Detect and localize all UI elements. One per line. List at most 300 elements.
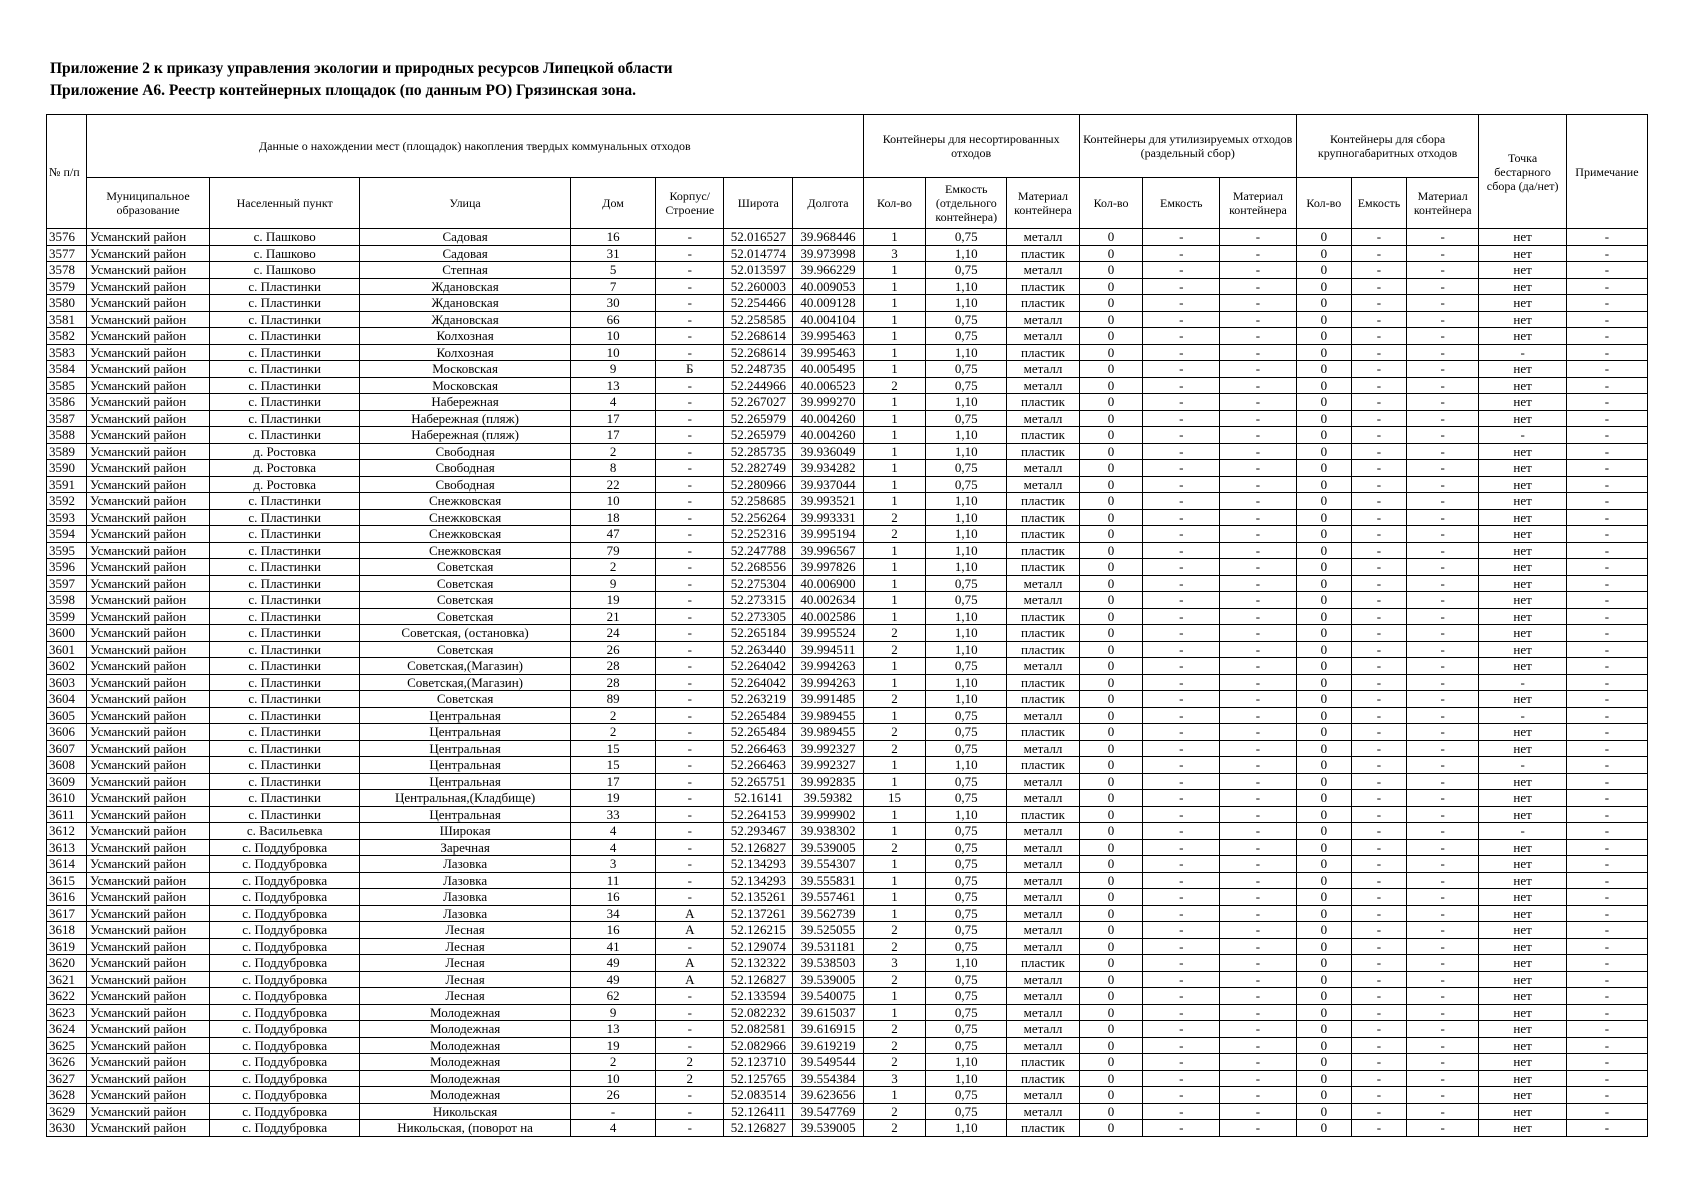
longitude-cell: 39.616915 [793,1021,863,1038]
settlement-cell: с. Поддубровка [210,1103,360,1120]
municipality-cell: Усманский район [86,559,209,576]
unsorted-count-cell: 1 [863,806,926,823]
street-cell: Молодежная [360,1070,571,1087]
settlement-cell: с. Васильевка [210,823,360,840]
unsorted-count-cell: 2 [863,740,926,757]
unsorted-count-cell: 2 [863,839,926,856]
settlement-cell: с. Пластинки [210,658,360,675]
unsorted-count-cell: 2 [863,377,926,394]
bulky-count-cell: 0 [1296,773,1351,790]
unsorted-count-cell: 1 [863,608,926,625]
bagless-point-cell: нет [1479,575,1567,592]
longitude-cell: 39.562739 [793,905,863,922]
building-cell: - [656,427,724,444]
unsorted-material-cell: металл [1007,790,1079,807]
municipality-cell: Усманский район [86,229,209,246]
street-cell: Советская,(Магазин) [360,674,571,691]
unsorted-count-cell: 2 [863,1021,926,1038]
row-number-cell: 3593 [47,509,87,526]
bagless-point-cell: нет [1479,625,1567,642]
recyclable-capacity-cell: - [1143,724,1220,741]
recyclable-count-cell: 0 [1079,790,1143,807]
bagless-point-cell: нет [1479,476,1567,493]
longitude-cell: 40.004260 [793,427,863,444]
house-cell: 15 [570,757,655,774]
row-number-cell: 3622 [47,988,87,1005]
latitude-cell: 52.244966 [724,377,793,394]
bulky-material-cell: - [1406,971,1478,988]
house-cell: 17 [570,773,655,790]
house-cell: 3 [570,856,655,873]
recyclable-material-cell: - [1220,262,1297,279]
recyclable-capacity-cell: - [1143,377,1220,394]
recyclable-capacity-cell: - [1143,740,1220,757]
bulky-capacity-cell: - [1351,625,1406,642]
recyclable-capacity-cell: - [1143,295,1220,312]
unsorted-material-cell: металл [1007,823,1079,840]
unsorted-material-cell: металл [1007,1004,1079,1021]
recyclable-capacity-cell: - [1143,625,1220,642]
table-row [47,460,1648,477]
table-row [47,476,1648,493]
bulky-count-cell: 0 [1296,542,1351,559]
recyclable-material-cell: - [1220,856,1297,873]
unsorted-count-cell: 1 [863,278,926,295]
house-cell: 49 [570,971,655,988]
latitude-cell: 52.134293 [724,856,793,873]
longitude-cell: 39.992835 [793,773,863,790]
recyclable-capacity-cell: - [1143,559,1220,576]
house-cell: 33 [570,806,655,823]
settlement-cell: с. Пластинки [210,493,360,510]
latitude-cell: 52.260003 [724,278,793,295]
bulky-material-cell: - [1406,526,1478,543]
unsorted-capacity-cell: 0,75 [926,575,1007,592]
latitude-cell: 52.273305 [724,608,793,625]
bagless-point-cell: нет [1479,839,1567,856]
building-cell: - [656,592,724,609]
col-bagless: Точка бестарного сбора (да/нет) [1479,115,1567,229]
recyclable-material-cell: - [1220,674,1297,691]
latitude-cell: 52.126827 [724,839,793,856]
latitude-cell: 52.125765 [724,1070,793,1087]
municipality-cell: Усманский район [86,476,209,493]
note-cell: - [1566,971,1647,988]
bagless-point-cell: нет [1479,1037,1567,1054]
recyclable-material-cell: - [1220,476,1297,493]
street-cell: Советская [360,592,571,609]
municipality-cell: Усманский район [86,460,209,477]
col-bulky-count: Кол-во [1296,178,1351,229]
unsorted-capacity-cell: 1,10 [926,509,1007,526]
bulky-material-cell: - [1406,295,1478,312]
row-number-cell: 3627 [47,1070,87,1087]
unsorted-material-cell: пластик [1007,295,1079,312]
bagless-point-cell: нет [1479,658,1567,675]
latitude-cell: 52.264042 [724,674,793,691]
bulky-capacity-cell: - [1351,344,1406,361]
recyclable-material-cell: - [1220,493,1297,510]
recyclable-material-cell: - [1220,377,1297,394]
recyclable-count-cell: 0 [1079,740,1143,757]
row-number-cell: 3597 [47,575,87,592]
unsorted-count-cell: 2 [863,509,926,526]
bagless-point-cell: - [1479,707,1567,724]
table-row [47,839,1648,856]
col-street: Улица [360,178,571,229]
bulky-count-cell: 0 [1296,839,1351,856]
bulky-capacity-cell: - [1351,674,1406,691]
bulky-capacity-cell: - [1351,575,1406,592]
unsorted-count-cell: 2 [863,1054,926,1071]
street-cell: Центральная [360,757,571,774]
recyclable-material-cell: - [1220,806,1297,823]
building-cell: - [656,938,724,955]
recyclable-capacity-cell: - [1143,674,1220,691]
latitude-cell: 52.265979 [724,427,793,444]
unsorted-material-cell: металл [1007,1037,1079,1054]
building-cell: - [656,724,724,741]
recyclable-count-cell: 0 [1079,311,1143,328]
bulky-count-cell: 0 [1296,328,1351,345]
building-cell: - [656,493,724,510]
bulky-capacity-cell: - [1351,1120,1406,1137]
unsorted-count-cell: 1 [863,757,926,774]
note-cell: - [1566,328,1647,345]
bagless-point-cell: - [1479,674,1567,691]
municipality-cell: Усманский район [86,262,209,279]
unsorted-count-cell: 1 [863,493,926,510]
bulky-material-cell: - [1406,1120,1478,1137]
longitude-cell: 39.999270 [793,394,863,411]
col-number: № п/п [47,115,87,229]
settlement-cell: с. Пластинки [210,773,360,790]
longitude-cell: 40.009128 [793,295,863,312]
street-cell: Советская [360,575,571,592]
recyclable-capacity-cell: - [1143,839,1220,856]
bagless-point-cell: нет [1479,443,1567,460]
building-cell: - [656,542,724,559]
bagless-point-cell: - [1479,427,1567,444]
bulky-count-cell: 0 [1296,658,1351,675]
bagless-point-cell: нет [1479,856,1567,873]
recyclable-capacity-cell: - [1143,905,1220,922]
unsorted-material-cell: пластик [1007,806,1079,823]
row-number-cell: 3628 [47,1087,87,1104]
municipality-cell: Усманский район [86,740,209,757]
bulky-material-cell: - [1406,1087,1478,1104]
table-row [47,526,1648,543]
longitude-cell: 39.999902 [793,806,863,823]
recyclable-capacity-cell: - [1143,872,1220,889]
longitude-cell: 39.994511 [793,641,863,658]
bulky-material-cell: - [1406,955,1478,972]
latitude-cell: 52.134293 [724,872,793,889]
unsorted-material-cell: металл [1007,658,1079,675]
unsorted-count-cell: 2 [863,938,926,955]
recyclable-count-cell: 0 [1079,394,1143,411]
settlement-cell: с. Пластинки [210,377,360,394]
bulky-count-cell: 0 [1296,229,1351,246]
unsorted-material-cell: металл [1007,311,1079,328]
latitude-cell: 52.267027 [724,394,793,411]
bulky-capacity-cell: - [1351,922,1406,939]
settlement-cell: с. Пластинки [210,361,360,378]
building-cell: - [656,1004,724,1021]
street-cell: Советская [360,608,571,625]
unsorted-group-header: Контейнеры для несортированных отходов [863,115,1079,178]
unsorted-material-cell: металл [1007,328,1079,345]
bulky-material-cell: - [1406,608,1478,625]
house-cell: 2 [570,1054,655,1071]
row-number-cell: 3629 [47,1103,87,1120]
bulky-count-cell: 0 [1296,262,1351,279]
unsorted-count-cell: 1 [863,262,926,279]
note-cell: - [1566,641,1647,658]
table-row [47,806,1648,823]
longitude-cell: 39.549544 [793,1054,863,1071]
note-cell: - [1566,575,1647,592]
house-cell: 4 [570,1120,655,1137]
unsorted-material-cell: пластик [1007,608,1079,625]
table-row [47,707,1648,724]
row-number-cell: 3613 [47,839,87,856]
unsorted-capacity-cell: 0,75 [926,658,1007,675]
settlement-cell: с. Пластинки [210,526,360,543]
bulky-material-cell: - [1406,889,1478,906]
longitude-cell: 39.995524 [793,625,863,642]
municipality-cell: Усманский район [86,575,209,592]
row-number-cell: 3594 [47,526,87,543]
row-number-cell: 3591 [47,476,87,493]
house-cell: 2 [570,559,655,576]
unsorted-material-cell: металл [1007,707,1079,724]
bulky-material-cell: - [1406,377,1478,394]
municipality-cell: Усманский район [86,922,209,939]
bulky-capacity-cell: - [1351,229,1406,246]
bulky-material-cell: - [1406,839,1478,856]
bagless-point-cell: - [1479,823,1567,840]
unsorted-capacity-cell: 1,10 [926,427,1007,444]
bagless-point-cell: нет [1479,790,1567,807]
recyclable-capacity-cell: - [1143,328,1220,345]
col-settlement: Населенный пункт [210,178,360,229]
municipality-cell: Усманский район [86,856,209,873]
building-cell: Б [656,361,724,378]
bulky-material-cell: - [1406,806,1478,823]
note-cell: - [1566,262,1647,279]
recyclable-capacity-cell: - [1143,806,1220,823]
recyclable-count-cell: 0 [1079,641,1143,658]
house-cell: 26 [570,641,655,658]
bagless-point-cell: нет [1479,872,1567,889]
unsorted-material-cell: пластик [1007,542,1079,559]
municipality-cell: Усманский район [86,377,209,394]
bulky-capacity-cell: - [1351,691,1406,708]
table-row [47,1037,1648,1054]
bulky-material-cell: - [1406,773,1478,790]
bulky-count-cell: 0 [1296,806,1351,823]
bulky-capacity-cell: - [1351,377,1406,394]
bulky-count-cell: 0 [1296,905,1351,922]
bulky-capacity-cell: - [1351,559,1406,576]
latitude-cell: 52.252316 [724,526,793,543]
unsorted-material-cell: пластик [1007,509,1079,526]
table-row [47,559,1648,576]
bulky-material-cell: - [1406,1021,1478,1038]
unsorted-capacity-cell: 1,10 [926,278,1007,295]
house-cell: 24 [570,625,655,642]
unsorted-material-cell: пластик [1007,955,1079,972]
bagless-point-cell: нет [1479,1021,1567,1038]
row-number-cell: 3588 [47,427,87,444]
municipality-cell: Усманский район [86,278,209,295]
col-longitude: Долгота [793,178,863,229]
recyclable-count-cell: 0 [1079,344,1143,361]
recyclable-material-cell: - [1220,905,1297,922]
recyclable-material-cell: - [1220,955,1297,972]
municipality-cell: Усманский район [86,691,209,708]
building-cell: - [656,674,724,691]
house-cell: 16 [570,922,655,939]
bulky-capacity-cell: - [1351,988,1406,1005]
note-cell: - [1566,361,1647,378]
building-cell: - [656,1103,724,1120]
house-cell: 2 [570,443,655,460]
house-cell: 31 [570,245,655,262]
bulky-material-cell: - [1406,245,1478,262]
longitude-cell: 39.539005 [793,971,863,988]
house-cell: 28 [570,674,655,691]
municipality-cell: Усманский район [86,1103,209,1120]
longitude-cell: 40.002586 [793,608,863,625]
bulky-capacity-cell: - [1351,427,1406,444]
note-cell: - [1566,476,1647,493]
building-cell: - [656,889,724,906]
settlement-cell: с. Пластинки [210,625,360,642]
unsorted-count-cell: 1 [863,823,926,840]
bulky-material-cell: - [1406,625,1478,642]
recyclable-capacity-cell: - [1143,262,1220,279]
bulky-capacity-cell: - [1351,1004,1406,1021]
municipality-cell: Усманский район [86,905,209,922]
table-row [47,1070,1648,1087]
house-cell: 16 [570,889,655,906]
latitude-cell: 52.263219 [724,691,793,708]
unsorted-count-cell: 1 [863,889,926,906]
latitude-cell: 52.264153 [724,806,793,823]
recyclable-capacity-cell: - [1143,1120,1220,1137]
settlement-cell: с. Пластинки [210,674,360,691]
recyclable-count-cell: 0 [1079,262,1143,279]
settlement-cell: с. Пластинки [210,806,360,823]
latitude-cell: 52.258685 [724,493,793,510]
building-cell: - [656,658,724,675]
table-row [47,1021,1648,1038]
table-header [47,115,1648,229]
municipality-cell: Усманский район [86,707,209,724]
bulky-material-cell: - [1406,707,1478,724]
bagless-point-cell: нет [1479,1087,1567,1104]
table-body [47,229,1648,1137]
settlement-cell: с. Пластинки [210,724,360,741]
recyclable-capacity-cell: - [1143,460,1220,477]
house-cell: 28 [570,658,655,675]
table-row [47,229,1648,246]
bulky-count-cell: 0 [1296,460,1351,477]
longitude-cell: 39.995463 [793,344,863,361]
bulky-material-cell: - [1406,823,1478,840]
unsorted-capacity-cell: 0,75 [926,1103,1007,1120]
building-cell: - [656,229,724,246]
unsorted-count-cell: 1 [863,295,926,312]
unsorted-capacity-cell: 1,10 [926,806,1007,823]
unsorted-capacity-cell: 0,75 [926,476,1007,493]
note-cell: - [1566,509,1647,526]
settlement-cell: с. Поддубровка [210,971,360,988]
bulky-count-cell: 0 [1296,938,1351,955]
unsorted-material-cell: пластик [1007,443,1079,460]
municipality-cell: Усманский район [86,344,209,361]
recyclable-material-cell: - [1220,1070,1297,1087]
unsorted-material-cell: металл [1007,1103,1079,1120]
latitude-cell: 52.082581 [724,1021,793,1038]
municipality-cell: Усманский район [86,295,209,312]
row-number-cell: 3630 [47,1120,87,1137]
longitude-cell: 39.557461 [793,889,863,906]
unsorted-count-cell: 1 [863,394,926,411]
unsorted-count-cell: 1 [863,361,926,378]
house-cell: 62 [570,988,655,1005]
recyclable-capacity-cell: - [1143,443,1220,460]
street-cell: Ждановская [360,278,571,295]
bulky-count-cell: 0 [1296,757,1351,774]
street-cell: Молодежная [360,1054,571,1071]
note-cell: - [1566,542,1647,559]
col-building: Корпус/ Строение [656,178,724,229]
bulky-capacity-cell: - [1351,542,1406,559]
table-row [47,971,1648,988]
recyclable-material-cell: - [1220,872,1297,889]
building-cell: - [656,823,724,840]
settlement-cell: с. Пластинки [210,575,360,592]
bagless-point-cell: нет [1479,1103,1567,1120]
longitude-cell: 39.991485 [793,691,863,708]
note-cell: - [1566,889,1647,906]
recyclable-capacity-cell: - [1143,938,1220,955]
recyclable-count-cell: 0 [1079,361,1143,378]
recyclable-material-cell: - [1220,559,1297,576]
settlement-cell: с. Поддубровка [210,1087,360,1104]
bulky-capacity-cell: - [1351,658,1406,675]
street-cell: Московская [360,361,571,378]
recyclable-count-cell: 0 [1079,724,1143,741]
bagless-point-cell: нет [1479,592,1567,609]
unsorted-capacity-cell: 0,75 [926,1087,1007,1104]
bulky-material-cell: - [1406,344,1478,361]
settlement-cell: с. Пластинки [210,311,360,328]
unsorted-capacity-cell: 1,10 [926,559,1007,576]
unsorted-count-cell: 1 [863,443,926,460]
house-cell: 41 [570,938,655,955]
unsorted-capacity-cell: 1,10 [926,344,1007,361]
bulky-count-cell: 0 [1296,790,1351,807]
settlement-cell: д. Ростовка [210,476,360,493]
note-cell: - [1566,493,1647,510]
recyclable-capacity-cell: - [1143,691,1220,708]
note-cell: - [1566,245,1647,262]
recyclable-count-cell: 0 [1079,889,1143,906]
